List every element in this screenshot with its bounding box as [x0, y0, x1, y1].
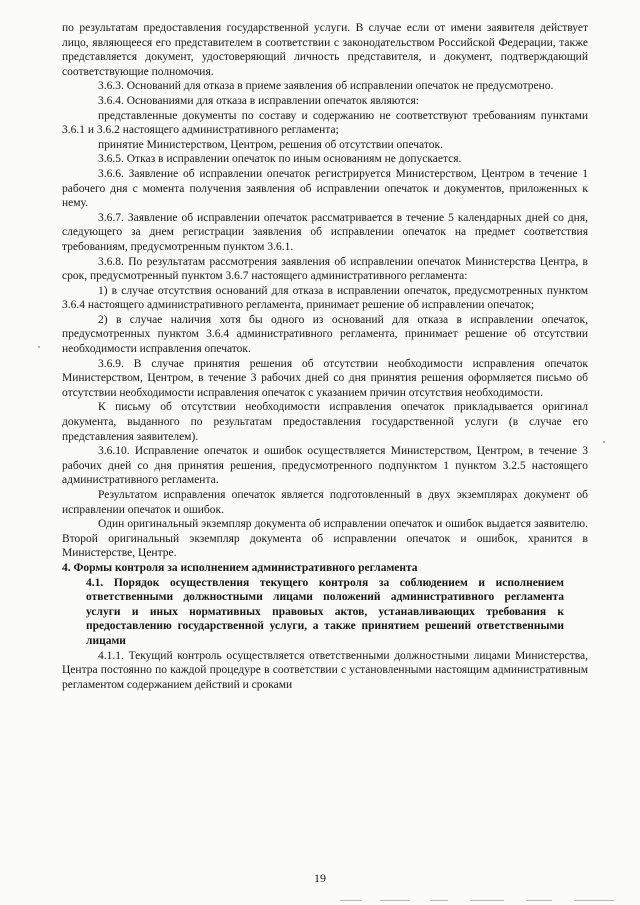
page-number: 19	[314, 871, 326, 885]
paragraph-result: Результатом исправления опечаток является подготовленный в двух экземплярах документ об исправлении опечаток и ошибок.	[62, 489, 588, 516]
paragraph-3-6-4: 3.6.4. Основаниями для отказа в исправлении опечаток являются:	[98, 94, 419, 107]
scan-speck	[603, 441, 605, 443]
paragraph-4-1-1: 4.1.1. Текущий контроль осуществляется ответственными должностными лицами Министерства, Центра постоянно по каждой процедуре в соответствии с установленными настоящим административным регламентом содержанием действий и сроками	[62, 649, 588, 691]
paragraph-3-6-4-item-1: представленные документы по составу и содержанию не соответствуют требованиям пунктами 3.6.1 и 3.6.2 настоящего административного регламента;	[62, 109, 588, 137]
scan-edge-marks	[330, 897, 640, 905]
scan-speck	[38, 346, 40, 348]
section-heading: 4. Формы контроля за исполнением административного регламента	[62, 561, 418, 574]
paragraph-3-6-3: 3.6.3. Оснований для отказа в приеме заявления об исправлении опечаток не предусмотрено.	[98, 80, 554, 93]
paragraph-3-6-7: 3.6.7. Заявление об исправлении опечаток рассматривается в течение 5 календарных дней со дня, следующего за днем регистрации заявления об исправлении опечаток на предмет соответствия требованиям, предусмотренным пунктом 3.6.1.	[62, 211, 588, 253]
paragraph-3-6-4-item-2: принятие Министерством, Центром, решения об отсутствии опечаток.	[98, 138, 443, 151]
paragraph-3-6-10: 3.6.10. Исправление опечаток и ошибок осуществляется Министерством, Центром, в течение 3 рабочих дней со дня принятия решения, предусмотренного подпунктом 1 пунктом 3.2.5 настоящего административного регламента.	[62, 445, 588, 487]
subsection-heading: 4.1. Порядок осуществления текущего контроля за соблюдением и исполнением ответственными должностными лицами положений административного регламента услуги и иных нормативных правовых актов, устанавливающих требования к предоставлению государственной услуги, а также принятием решений ответственными лицами	[86, 576, 564, 647]
paragraph-3-6-8-item-2: 2) в случае наличия хотя бы одного из оснований для отказа в исправлении опечаток, предусмотренных пунктом 3.6.4 административного регламента, принимает решение об отсутствии необходимости исправления опечаток.	[62, 313, 588, 356]
document-body	[62, 21, 588, 692]
paragraph-3-6-9: 3.6.9. В случае принятия решения об отсутствии необходимости исправления опечаток Министерством, Центром, в течение 3 рабочих дней со дня принятия решения оформляется письмо об отсутствии необходимости исправления опечаток с указанием причин отсутствия необходимости.	[62, 357, 588, 399]
paragraph-3-6-8: 3.6.8. По результатам рассмотрения заявления об исправлении опечаток Министерства Центра, в срок, предусмотренный пунктом 3.6.7 настоящего административного регламента:	[62, 255, 588, 283]
paragraph-3-6-5: 3.6.5. Отказ в исправлении опечаток по иным основаниям не допускается.	[98, 153, 462, 166]
paragraph-3-6-8-item-1: 1) в случае отсутствия оснований для отказа в исправлении опечаток, предусмотренных пунктом 3.6.4 настоящего административного регламента, принимает решение об исправлении опечаток;	[62, 284, 588, 312]
paragraph-letter-attachment: К письму об отсутствии необходимости исправления опечаток прикладывается оригинал документа, выданного по результатам предоставления государственной услуги (в случае его представления заявителем).	[62, 401, 588, 443]
paragraph-3-6-6: 3.6.6. Заявление об исправлении опечаток регистрируется Министерством, Центром в течение 1 рабочего дня с момента получения заявления об исправлении опечаток и документов, приложенных к нему.	[62, 167, 588, 210]
paragraph-copies: Один оригинальный экземпляр документа об исправлении опечаток и ошибок выдается заявителю. Второй оригинальный экземпляр документа об исправлении опечаток и ошибок, хранится в Министерстве, Центре.	[62, 518, 588, 560]
paragraph-continuation: по результатам предоставления государственной услуги. В случае если от имени заявителя действует лицо, являющееся его представителем в соответствии с законодательством Российской Федерации, также представляется документ, удостоверяющий личность представителя, и документ, подтверждающий соответствующие полномочия.	[62, 22, 588, 78]
